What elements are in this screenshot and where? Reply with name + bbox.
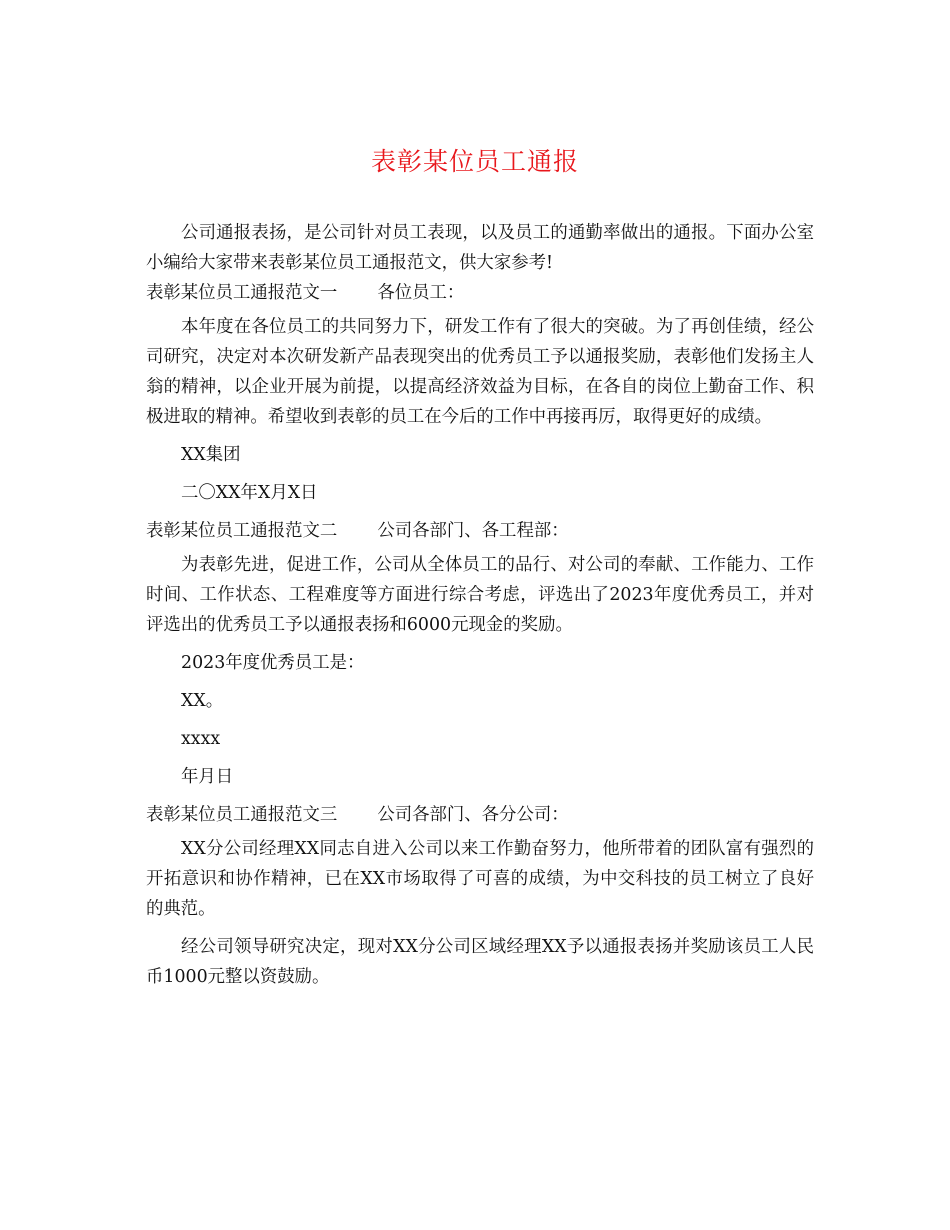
document-body [146, 218, 814, 992]
sample2-heading: 表彰某位员工通报范文二 [146, 521, 338, 541]
sample1-signature: XX集团 [181, 445, 241, 465]
sample2-heading-line [146, 516, 814, 546]
sample2-body: 为表彰先进，促进工作，公司从全体员工的品行、对公司的奉献、工作能力、工作时间、工作状态、工程难度等方面进行综合考虑，评选出了2023年度优秀员工，并对评选出的优秀员工予以通报表扬和6000元现金的奖励。 [146, 555, 814, 635]
sample3-salutation: 公司各部门、各分公司： [377, 805, 569, 825]
intro-paragraph: 公司通报表扬，是公司针对员工表现，以及员工的通勤率做出的通报。下面办公室小编给大家带来表彰某位员工通报范文，供大家参考! [146, 223, 814, 273]
sample1-heading: 表彰某位员工通报范文一 [146, 283, 338, 303]
sample1-body: 本年度在各位员工的共同努力下，研发工作有了很大的突破。为了再创佳绩，经公司研究，决定对本次研发新产品表现突出的优秀员工予以通报奖励，表彰他们发扬主人翁的精神，以企业开展为前提，以提高经济效益为目标，在各自的岗位上勤奋工作、积极进取的精神。希望收到表彰的员工在今后的工作中再接再厉，取得更好的成绩。 [146, 317, 814, 427]
sample2-date: 年月日 [181, 767, 234, 787]
sample2-list-item: XX。 [181, 691, 224, 711]
document-title: 表彰某位员工通报 [370, 147, 579, 176]
sample2-signature: xxxx [181, 729, 221, 749]
sample3-heading-line [146, 800, 814, 830]
sample3-heading: 表彰某位员工通报范文三 [146, 805, 338, 825]
sample1-heading-line [146, 278, 814, 308]
sample2-list-heading: 2023年度优秀员工是： [181, 653, 365, 673]
sample1-salutation: 各位员工： [377, 283, 465, 303]
sample1-date: 二〇XX年X月X日 [181, 483, 318, 503]
sample2-salutation: 公司各部门、各工程部： [377, 521, 569, 541]
sample3-body-1: XX分公司经理XX同志自进入公司以来工作勤奋努力，他所带着的团队富有强烈的开拓意识和协作精神，已在XX市场取得了可喜的成绩，为中交科技的员工树立了良好的典范。 [146, 839, 814, 919]
sample3-body-2: 经公司领导研究决定，现对XX分公司区域经理XX予以通报表扬并奖励该员工人民币1000元整以资鼓励。 [146, 937, 814, 987]
